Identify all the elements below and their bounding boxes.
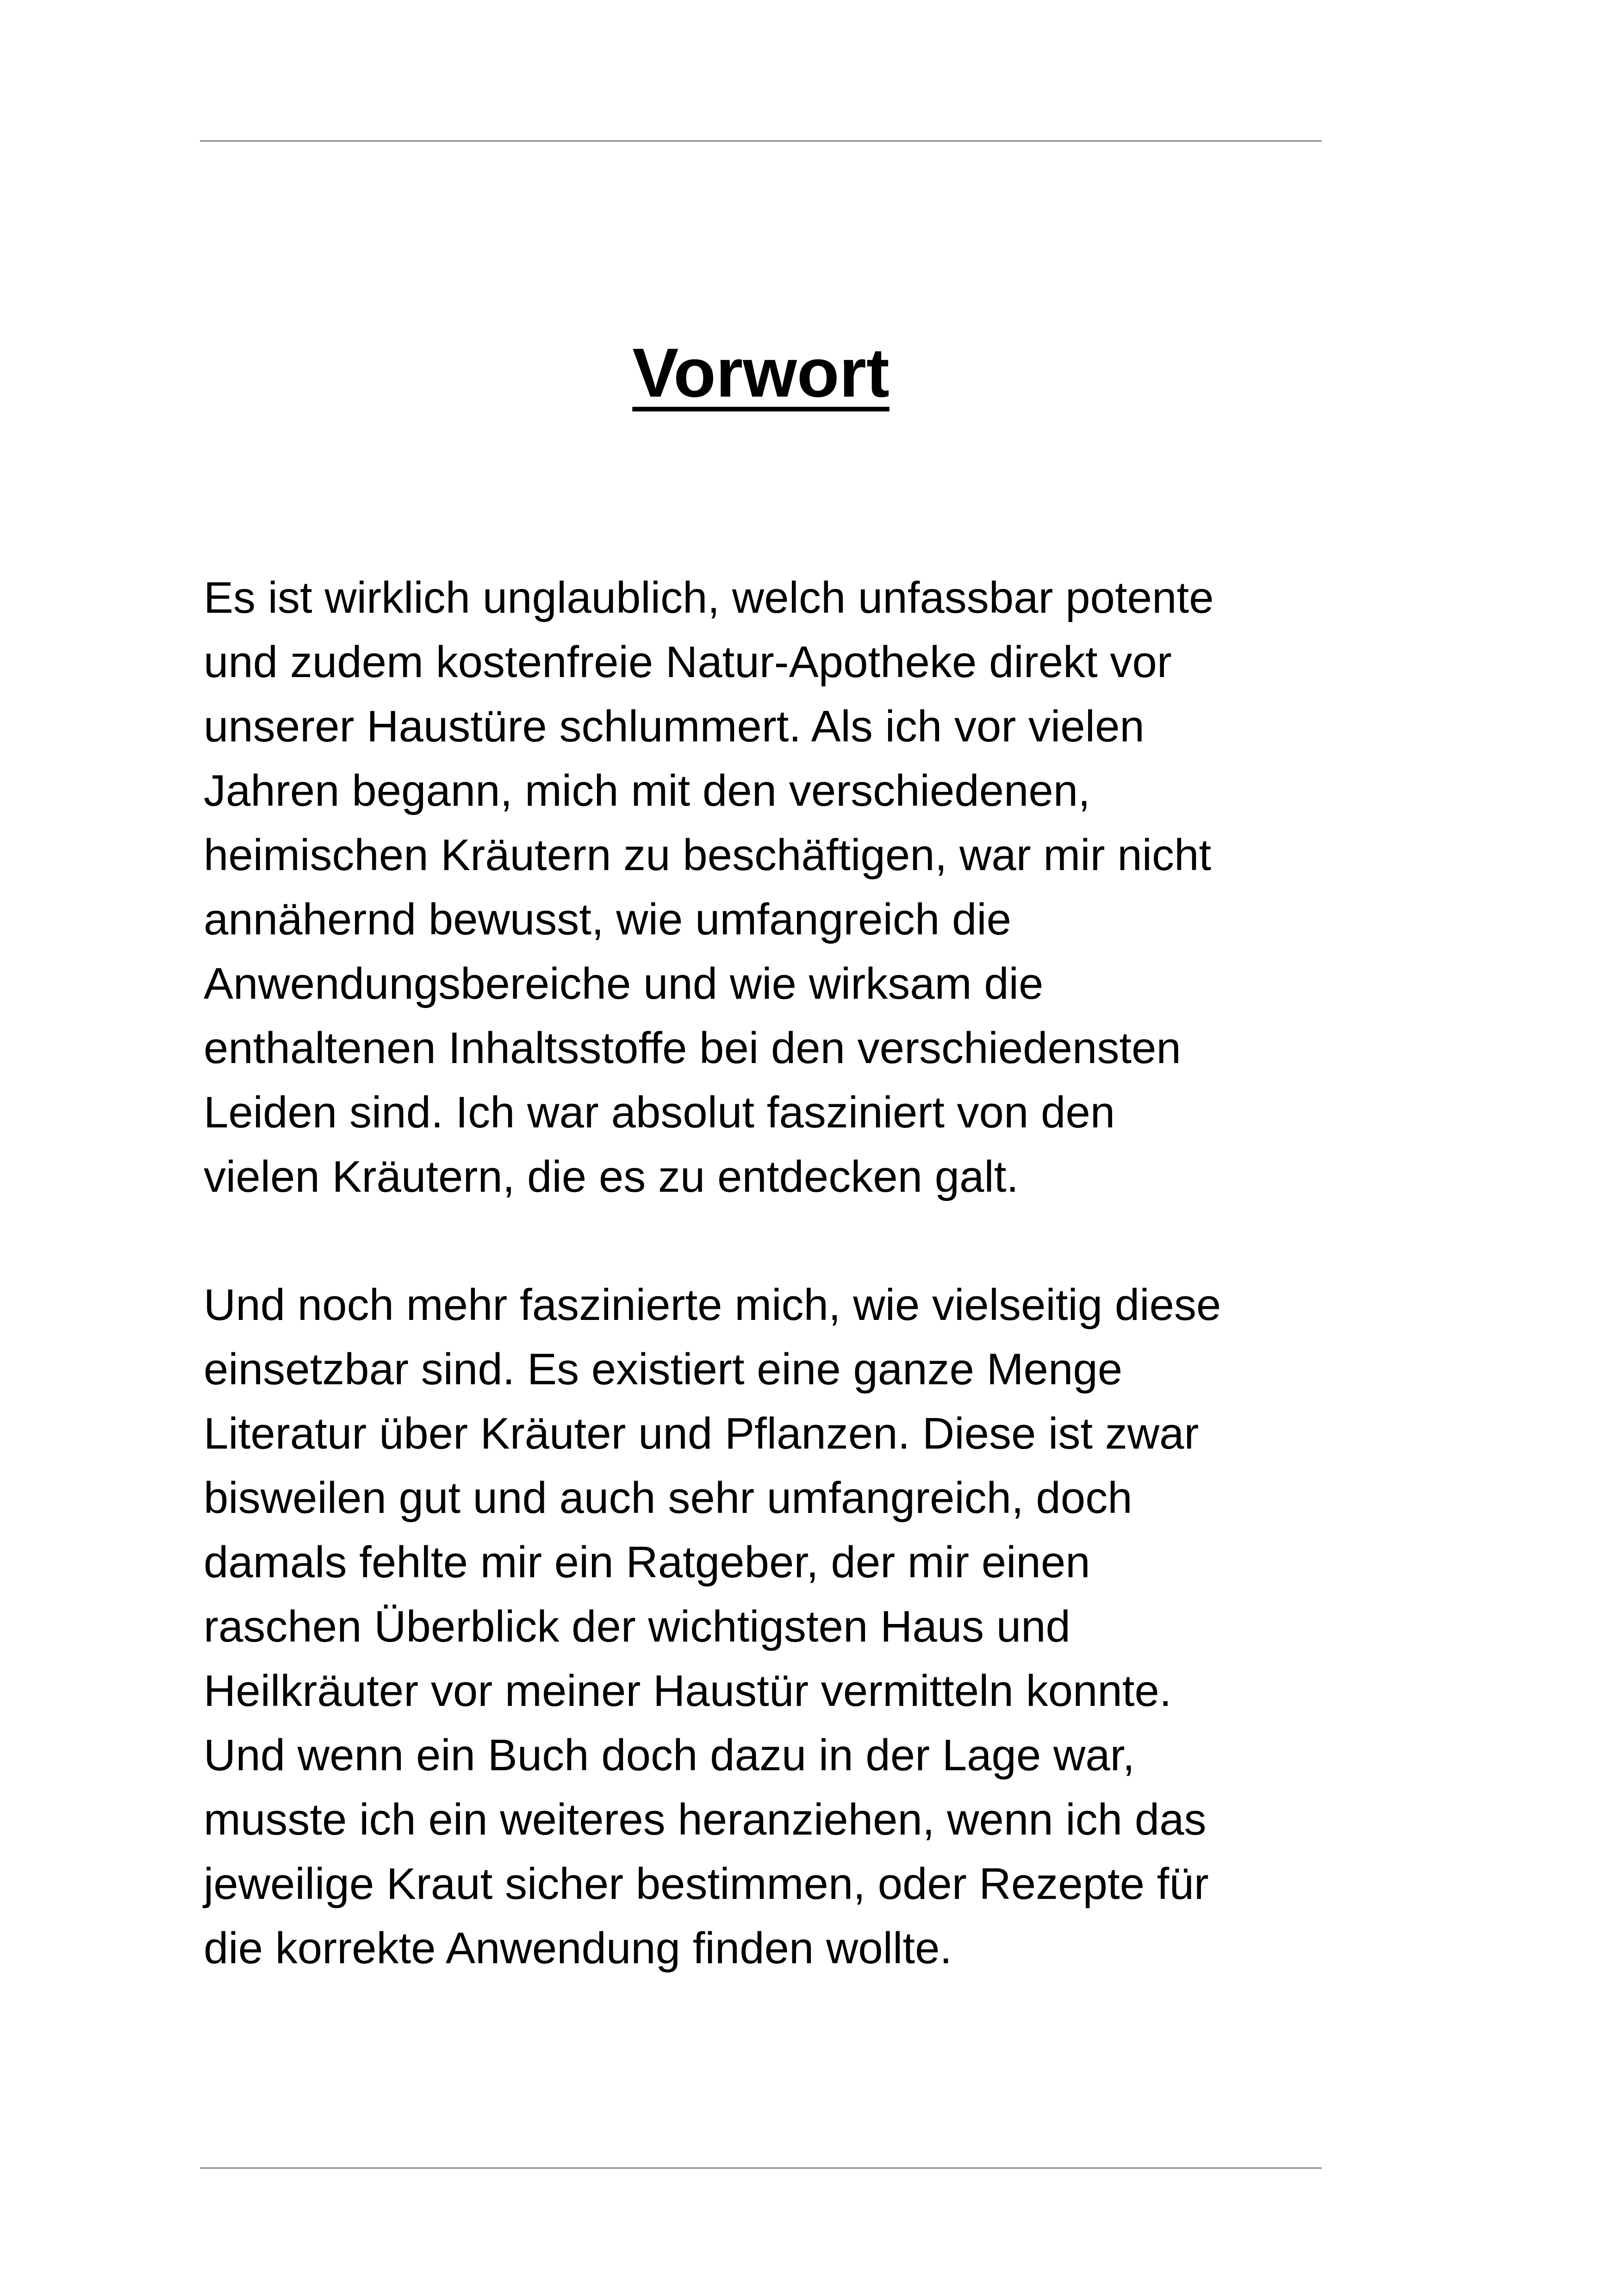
footer-rule [200, 2167, 1322, 2169]
text-line: Leiden sind. Ich war absolut fasziniert von den [204, 1088, 1115, 1137]
text-line: und zudem kostenfreie Natur-Apotheke direkt vor [204, 637, 1172, 687]
header-rule [200, 140, 1322, 142]
paragraph-2 [204, 1273, 1324, 1980]
text-line: die korrekte Anwendung finden wollte. [204, 1923, 952, 1973]
text-line: enthaltenen Inhaltsstoffe bei den verschiedensten [204, 1023, 1181, 1073]
page-title [200, 334, 1322, 411]
paragraph-1 [204, 566, 1324, 1209]
text-line: bisweilen gut und auch sehr umfangreich, doch [204, 1473, 1133, 1523]
text-line: vielen Kräutern, die es zu entdecken galt. [204, 1152, 1019, 1201]
text-line: Und noch mehr faszinierte mich, wie vielseitig diese [204, 1280, 1221, 1330]
text-line: raschen Überblick der wichtigsten Haus und [204, 1602, 1070, 1651]
text-line: Jahren begann, mich mit den verschiedenen, [204, 766, 1090, 815]
text-line: musste ich ein weiteres heranziehen, wenn ich das [204, 1795, 1207, 1844]
text-line: annähernd bewusst, wie umfangreich die [204, 895, 1012, 944]
text-line: Heilkräuter vor meiner Haustür vermitteln konnte. [204, 1666, 1172, 1716]
text-line: damals fehlte mir ein Ratgeber, der mir einen [204, 1537, 1090, 1587]
text-line: heimischen Kräutern zu beschäftigen, war mir nicht [204, 830, 1212, 880]
text-line: Es ist wirklich unglaublich, welch unfassbar potente [204, 573, 1214, 622]
page-title-text: Vorwort [632, 334, 890, 411]
text-line: Literatur über Kräuter und Pflanzen. Diese ist zwar [204, 1409, 1199, 1458]
text-line: einsetzbar sind. Es existiert eine ganze Menge [204, 1344, 1123, 1394]
text-line: Anwendungsbereiche und wie wirksam die [204, 959, 1044, 1008]
text-line: unserer Haustüre schlummert. Als ich vor vielen [204, 702, 1145, 751]
text-line: Und wenn ein Buch doch dazu in der Lage war, [204, 1730, 1135, 1780]
text-line: jeweilige Kraut sicher bestimmen, oder Rezepte für [204, 1859, 1209, 1909]
